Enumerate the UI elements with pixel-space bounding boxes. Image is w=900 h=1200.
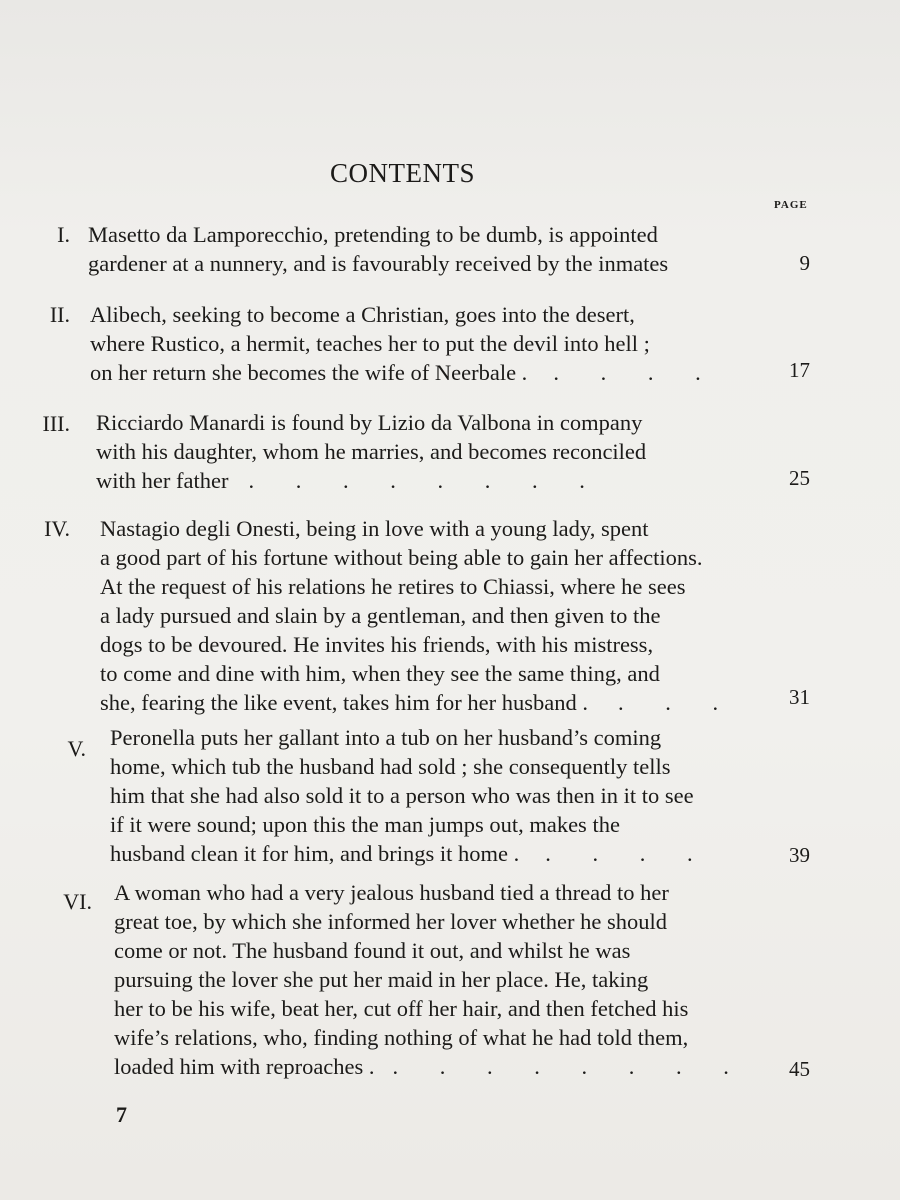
entry-line: come or not. The husband found it out, and whilst he was xyxy=(114,938,631,963)
entry-text xyxy=(114,878,750,1081)
entry-line-text: husband clean it for him, and brings it home . xyxy=(110,841,520,866)
page-title: CONTENTS xyxy=(330,158,475,188)
entry-line: home, which tub the husband had sold ; she consequently tells xyxy=(110,754,671,779)
entry-line: a good part of his fortune without being able to gain her affections. xyxy=(100,545,703,570)
entry-line: dogs to be devoured. He invites his friends, with his mistress, xyxy=(100,632,654,657)
entry-line: to come and dine with him, when they see the same thing, and xyxy=(100,661,660,686)
entry-line xyxy=(110,839,750,868)
entry-text xyxy=(110,723,750,868)
entry-line: wife’s relations, who, finding nothing of what he had told them, xyxy=(114,1025,689,1050)
entry-line: her to be his wife, beat her, cut off her hair, and then fetched his xyxy=(114,996,689,1021)
entry-line: where Rustico, a hermit, teaches her to put the devil into hell ; xyxy=(90,331,650,356)
entry-line-text: with her father xyxy=(96,468,229,493)
entry-text xyxy=(90,300,760,387)
entry-line: Alibech, seeking to become a Christian, goes into the desert, xyxy=(90,302,635,327)
entry-page-number: 39 xyxy=(789,843,810,867)
entry-line: At the request of his relations he retires to Chiassi, where he sees xyxy=(100,574,686,599)
entry-line xyxy=(96,466,750,495)
entry-page-number: 9 xyxy=(799,251,810,275)
entry-page-number: 45 xyxy=(789,1057,810,1081)
entry-numeral: IV. xyxy=(44,516,70,541)
entry-text xyxy=(100,514,750,717)
entry-line-text: on her return she becomes the wife of Neerbale . xyxy=(90,360,528,385)
bleed-through-text xyxy=(560,40,880,200)
entry-line: Nastagio degli Onesti, being in love with a young lady, spent xyxy=(100,516,649,541)
entry-line-text: she, fearing the like event, takes him for her husband . xyxy=(100,690,588,715)
folio-page-number: 7 xyxy=(116,1102,127,1127)
leader-dots: . . . . xyxy=(553,360,719,385)
entry-line xyxy=(90,358,760,387)
entry-line: Peronella puts her gallant into a tub on her husband’s coming xyxy=(110,725,662,750)
page-column-label: PAGE xyxy=(774,199,808,211)
entry-numeral: V. xyxy=(67,736,86,761)
entry-numeral: III. xyxy=(42,411,70,436)
entry-text xyxy=(88,220,750,278)
entry-numeral: VI. xyxy=(63,889,92,914)
leader-dots: . . . xyxy=(617,690,737,715)
entry-line: A woman who had a very jealous husband tied a thread to her xyxy=(114,880,669,905)
entry-numeral: II. xyxy=(49,302,70,327)
entry-line: if it were sound; upon this the man jumps out, makes the xyxy=(110,812,620,837)
entry-line: him that she had also sold it to a person who was then in it to see xyxy=(110,783,694,808)
entry-line: pursuing the lover she put her maid in her place. He, taking xyxy=(114,967,649,992)
entry-line: gardener at a nunnery, and is favourably received by the inmates xyxy=(88,251,669,276)
leader-dots: . . . . . . . . xyxy=(392,1054,747,1079)
entry-line: with his daughter, whom he marries, and becomes reconciled xyxy=(96,439,647,464)
leader-dots: . . . . xyxy=(545,841,711,866)
entry-numeral: I. xyxy=(57,222,70,247)
entry-line-text: loaded him with reproaches . xyxy=(114,1054,375,1079)
entry-text xyxy=(96,408,750,495)
entry-line xyxy=(114,1052,750,1081)
entry-page-number: 31 xyxy=(789,685,810,709)
entry-page-number: 17 xyxy=(789,358,810,382)
entry-line: a lady pursued and slain by a gentleman, and then given to the xyxy=(100,603,661,628)
leader-dots: . . . . . . . . xyxy=(248,468,603,493)
entry-page-number: 25 xyxy=(789,466,810,490)
entry-line: Ricciardo Manardi is found by Lizio da Valbona in company xyxy=(96,410,643,435)
entry-line: Masetto da Lamporecchio, pretending to be dumb, is appointed xyxy=(88,222,658,247)
entry-line xyxy=(100,688,750,717)
entry-line: great toe, by which she informed her lover whether he should xyxy=(114,909,667,934)
